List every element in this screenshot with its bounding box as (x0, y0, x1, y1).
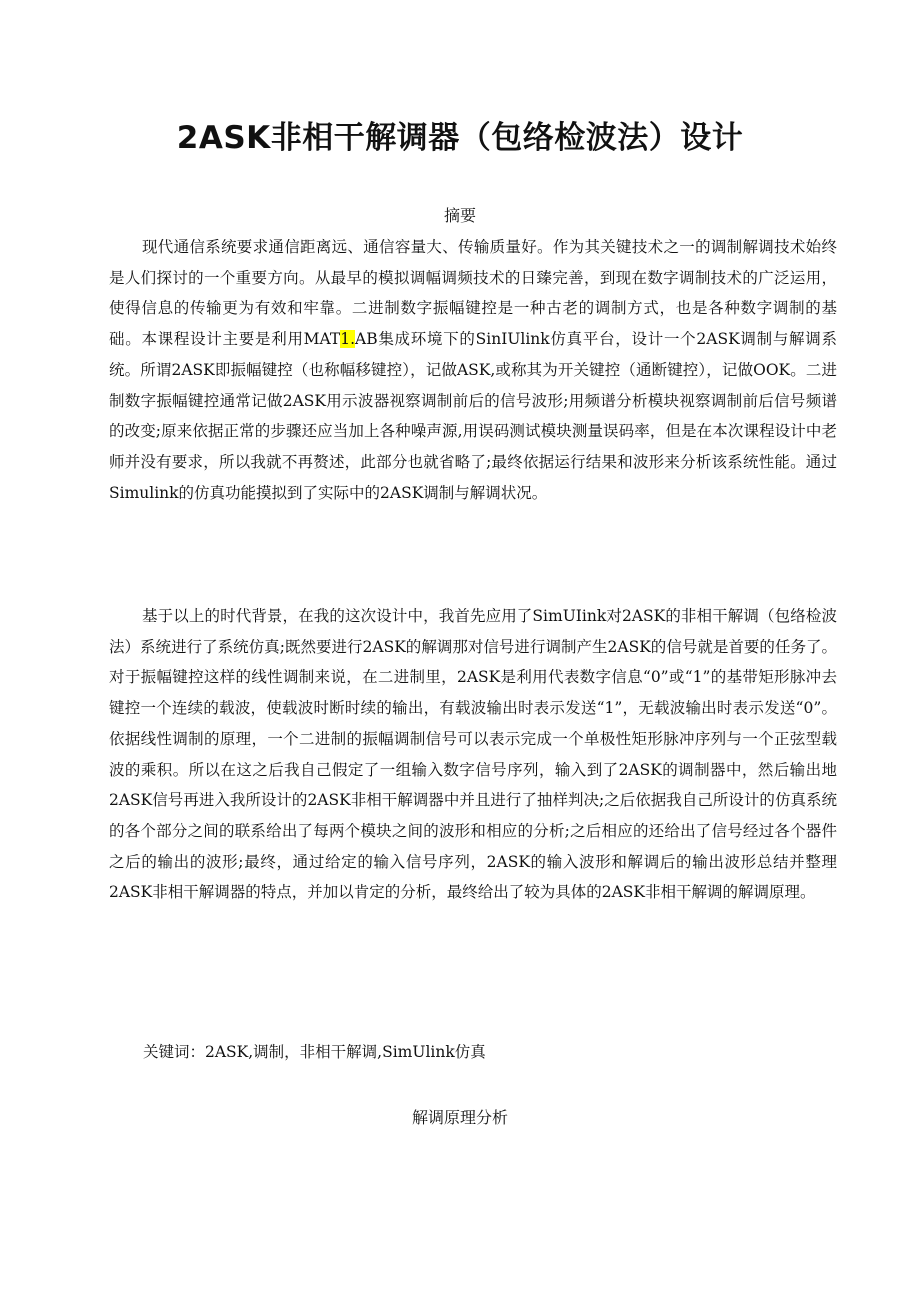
section-heading: 解调原理分析 (411, 1108, 508, 1127)
highlighted-text: 1. (340, 330, 356, 349)
abstract-paragraph-1 (109, 232, 837, 508)
abstract-heading: 摘要 (443, 206, 476, 225)
abstract-paragraph-2: 基于以上的时代背景，在我的这次设计中，我首先应用了SimUIink对2ASK的非相干解调（包络检波法）系统进行了系统仿真;既然要进行2ASK的解调那对信号进行调制产生2ASK的信号就是首要的任务了。对于振幅键控这样的线性调制来说，在二进制里，2ASK是利用代表数字信息“0”或“1”的基带矩形脉冲去键控一个连续的载波，使载波时断时续的输出，有载波输出时表示发送“1”，无载波输出时表示发送“0”。依据线性调制的原理，一个二进制的振幅调制信号可以表示完成一个单极性矩形脉冲序列与一个正弦型载波的乘积。所以在这之后我自己假定了一组输入数字信号序列，输入到了2ASK的调制器中，然后输出地2ASK信号再进入我所设计的2ASK非相干解调器中并且进行了抽样判决;之后依据我自己所设计的仿真系统的各个部分之间的联系给出了每两个模块之间的波形和相应的分析;之后相应的还给出了信号经过各个器件之后的输出的波形;最终，通过给定的输入信号序列，2ASK的输入波形和解调后的输出波形总结并整理2ASK非相干解调器的特点，并加以肯定的分析，最终给出了较为具体的2ASK非相干解调的解调原理。 (109, 607, 837, 902)
paragraph-1-text-start: 现代通信系统要求通信距离远、通信容量大、传输质量好。作为其关键技术之一的调制解调技术始终是人们探讨的一个重要方向。从最早的模拟调幅调频技术的日臻完善，到现在数字调制技术的广泛运用，使得信息的传输更为有效和牢靠。二进制数字振幅键控是一种古老的调制方式，也是各种数字调制的基础。本课程设计主要是利用MAT (109, 238, 837, 349)
keywords-line: 关键词：2ASK,调制，非相干解调,SimUlink仿真 (143, 1043, 486, 1061)
document-title: 2ASK非相干解调器（包络检波法）设计 (176, 120, 744, 156)
paragraph-1-text-end: AB集成环境下的SinIUlink仿真平台，设计一个2ASK调制与解调系统。所谓2ASK即振幅键控（也称幅移键控），记做ASK,或称其为开关键控（通断键控），记做OOK。二进制数字振幅键控通常记做2ASK用示波器视察调制前后的信号波形;用频谱分析模块视察调制前后信号频谱的改变;原来依据正常的步骤还应当加上各种噪声源,用误码测试模块测量误码率，但是在本次课程设计中老师并没有要求，所以我就不再赘述，此部分也就省略了;最终依据运行结果和波形来分析该系统性能。通过Simulink的仿真功能摸拟到了实际中的2ASK调制与解调状况。 (109, 330, 837, 502)
